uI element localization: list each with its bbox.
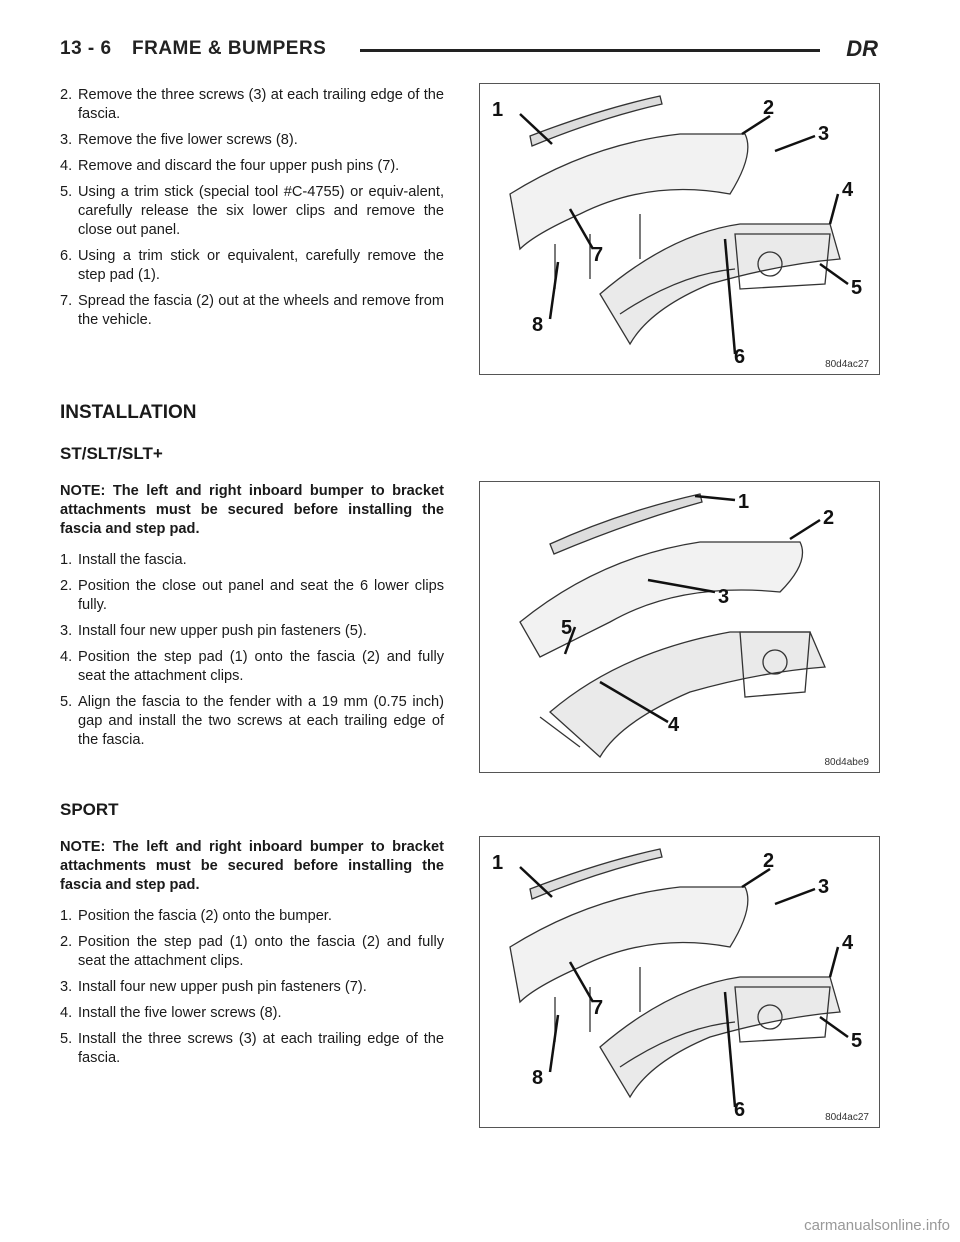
callout-label: 4 — [842, 932, 854, 954]
callout-label: 5 — [561, 617, 573, 639]
note: NOTE: The left and right inboard bumper to bracket attachments must be secured before installing the fascia and step pad. — [60, 839, 444, 893]
callout-label: 2 — [823, 507, 835, 529]
list-item: 4. Install the five lower screws (8). — [60, 1005, 282, 1021]
callout-label: 6 — [734, 346, 746, 368]
installation-heading: INSTALLATION — [60, 402, 197, 423]
note: NOTE: The left and right inboard bumper to bracket attachments must be secured before installing the fascia and step pad. — [60, 483, 444, 537]
callout-label: 7 — [592, 244, 604, 266]
st-slt-heading: ST/SLT/SLT+ — [60, 444, 163, 463]
list-item: 6. Using a trim stick or equivalent, carefully remove the step pad (1). — [60, 248, 444, 283]
callout-label: 3 — [818, 123, 830, 145]
page-header — [60, 36, 878, 68]
figure-sport-install — [479, 836, 880, 1128]
callout-label: 1 — [492, 852, 504, 874]
callout-label: 7 — [592, 997, 604, 1019]
callout-label: 3 — [718, 586, 730, 608]
callout-layer — [480, 482, 879, 772]
callout-label: 1 — [492, 99, 504, 121]
list-item: 3. Remove the five lower screws (8). — [60, 132, 298, 148]
callout-label: 3 — [818, 876, 830, 898]
list-item: 5. Align the fascia to the fender with a 19 mm (0.75 inch) gap and install the two screws at each trailing edge of the fascia. — [60, 694, 444, 748]
callout-layer — [480, 837, 879, 1127]
figure-fascia-removal — [479, 83, 880, 375]
list-item: 3. Install four new upper push pin fasteners (7). — [60, 979, 367, 995]
callout-label: 2 — [763, 97, 775, 119]
callout-label: 8 — [532, 314, 544, 336]
list-item: 7. Spread the fascia (2) out at the wheels and remove from the vehicle. — [60, 293, 444, 328]
list-item: 2. Remove the three screws (3) at each trailing edge of the fascia. — [60, 87, 444, 122]
list-item: 2. Position the close out panel and seat the 6 lower clips fully. — [60, 578, 444, 613]
st-slt-section — [60, 482, 444, 757]
figure-fascia-install — [479, 481, 880, 773]
list-item: 4. Position the step pad (1) onto the fascia (2) and fully seat the attachment clips. — [60, 649, 444, 684]
footer-watermark[interactable]: carmanualsonline.info — [804, 1217, 950, 1234]
list-item: 2. Position the step pad (1) onto the fascia (2) and fully seat the attachment clips. — [60, 934, 444, 969]
callout-label: 1 — [738, 491, 750, 513]
model-code: DR — [846, 36, 878, 61]
page-number: 13 - 6 — [60, 38, 112, 59]
callout-label: 4 — [842, 179, 854, 201]
callout-layer — [480, 84, 879, 374]
list-item: 5. Using a trim stick (special tool #C-4755) or equiv-alent, carefully release the six lower clips and remove the close out panel. — [60, 184, 444, 238]
list-item: 4. Remove and discard the four upper push pins (7). — [60, 158, 400, 174]
list-item: 1. Install the fascia. — [60, 552, 187, 568]
callout-label: 4 — [668, 714, 680, 736]
figure-code: 80d4abe9 — [824, 757, 869, 768]
list-item: 3. Install four new upper push pin fasteners (5). — [60, 623, 367, 639]
callout-label: 5 — [851, 277, 863, 299]
callout-label: 8 — [532, 1067, 544, 1089]
figure-code: 80d4ac27 — [825, 1112, 869, 1123]
header-rule — [360, 49, 820, 52]
sport-section — [60, 838, 444, 1075]
figure-code: 80d4ac27 — [825, 359, 869, 370]
callout-label: 6 — [734, 1099, 746, 1121]
callout-label: 5 — [851, 1030, 863, 1052]
sport-heading: SPORT — [60, 800, 119, 819]
callout-label: 2 — [763, 850, 775, 872]
section-title: FRAME & BUMPERS — [132, 38, 327, 59]
list-item: 5. Install the three screws (3) at each trailing edge of the fascia. — [60, 1031, 444, 1066]
removal-steps — [60, 86, 444, 337]
list-item: 1. Position the fascia (2) onto the bumper. — [60, 908, 332, 924]
